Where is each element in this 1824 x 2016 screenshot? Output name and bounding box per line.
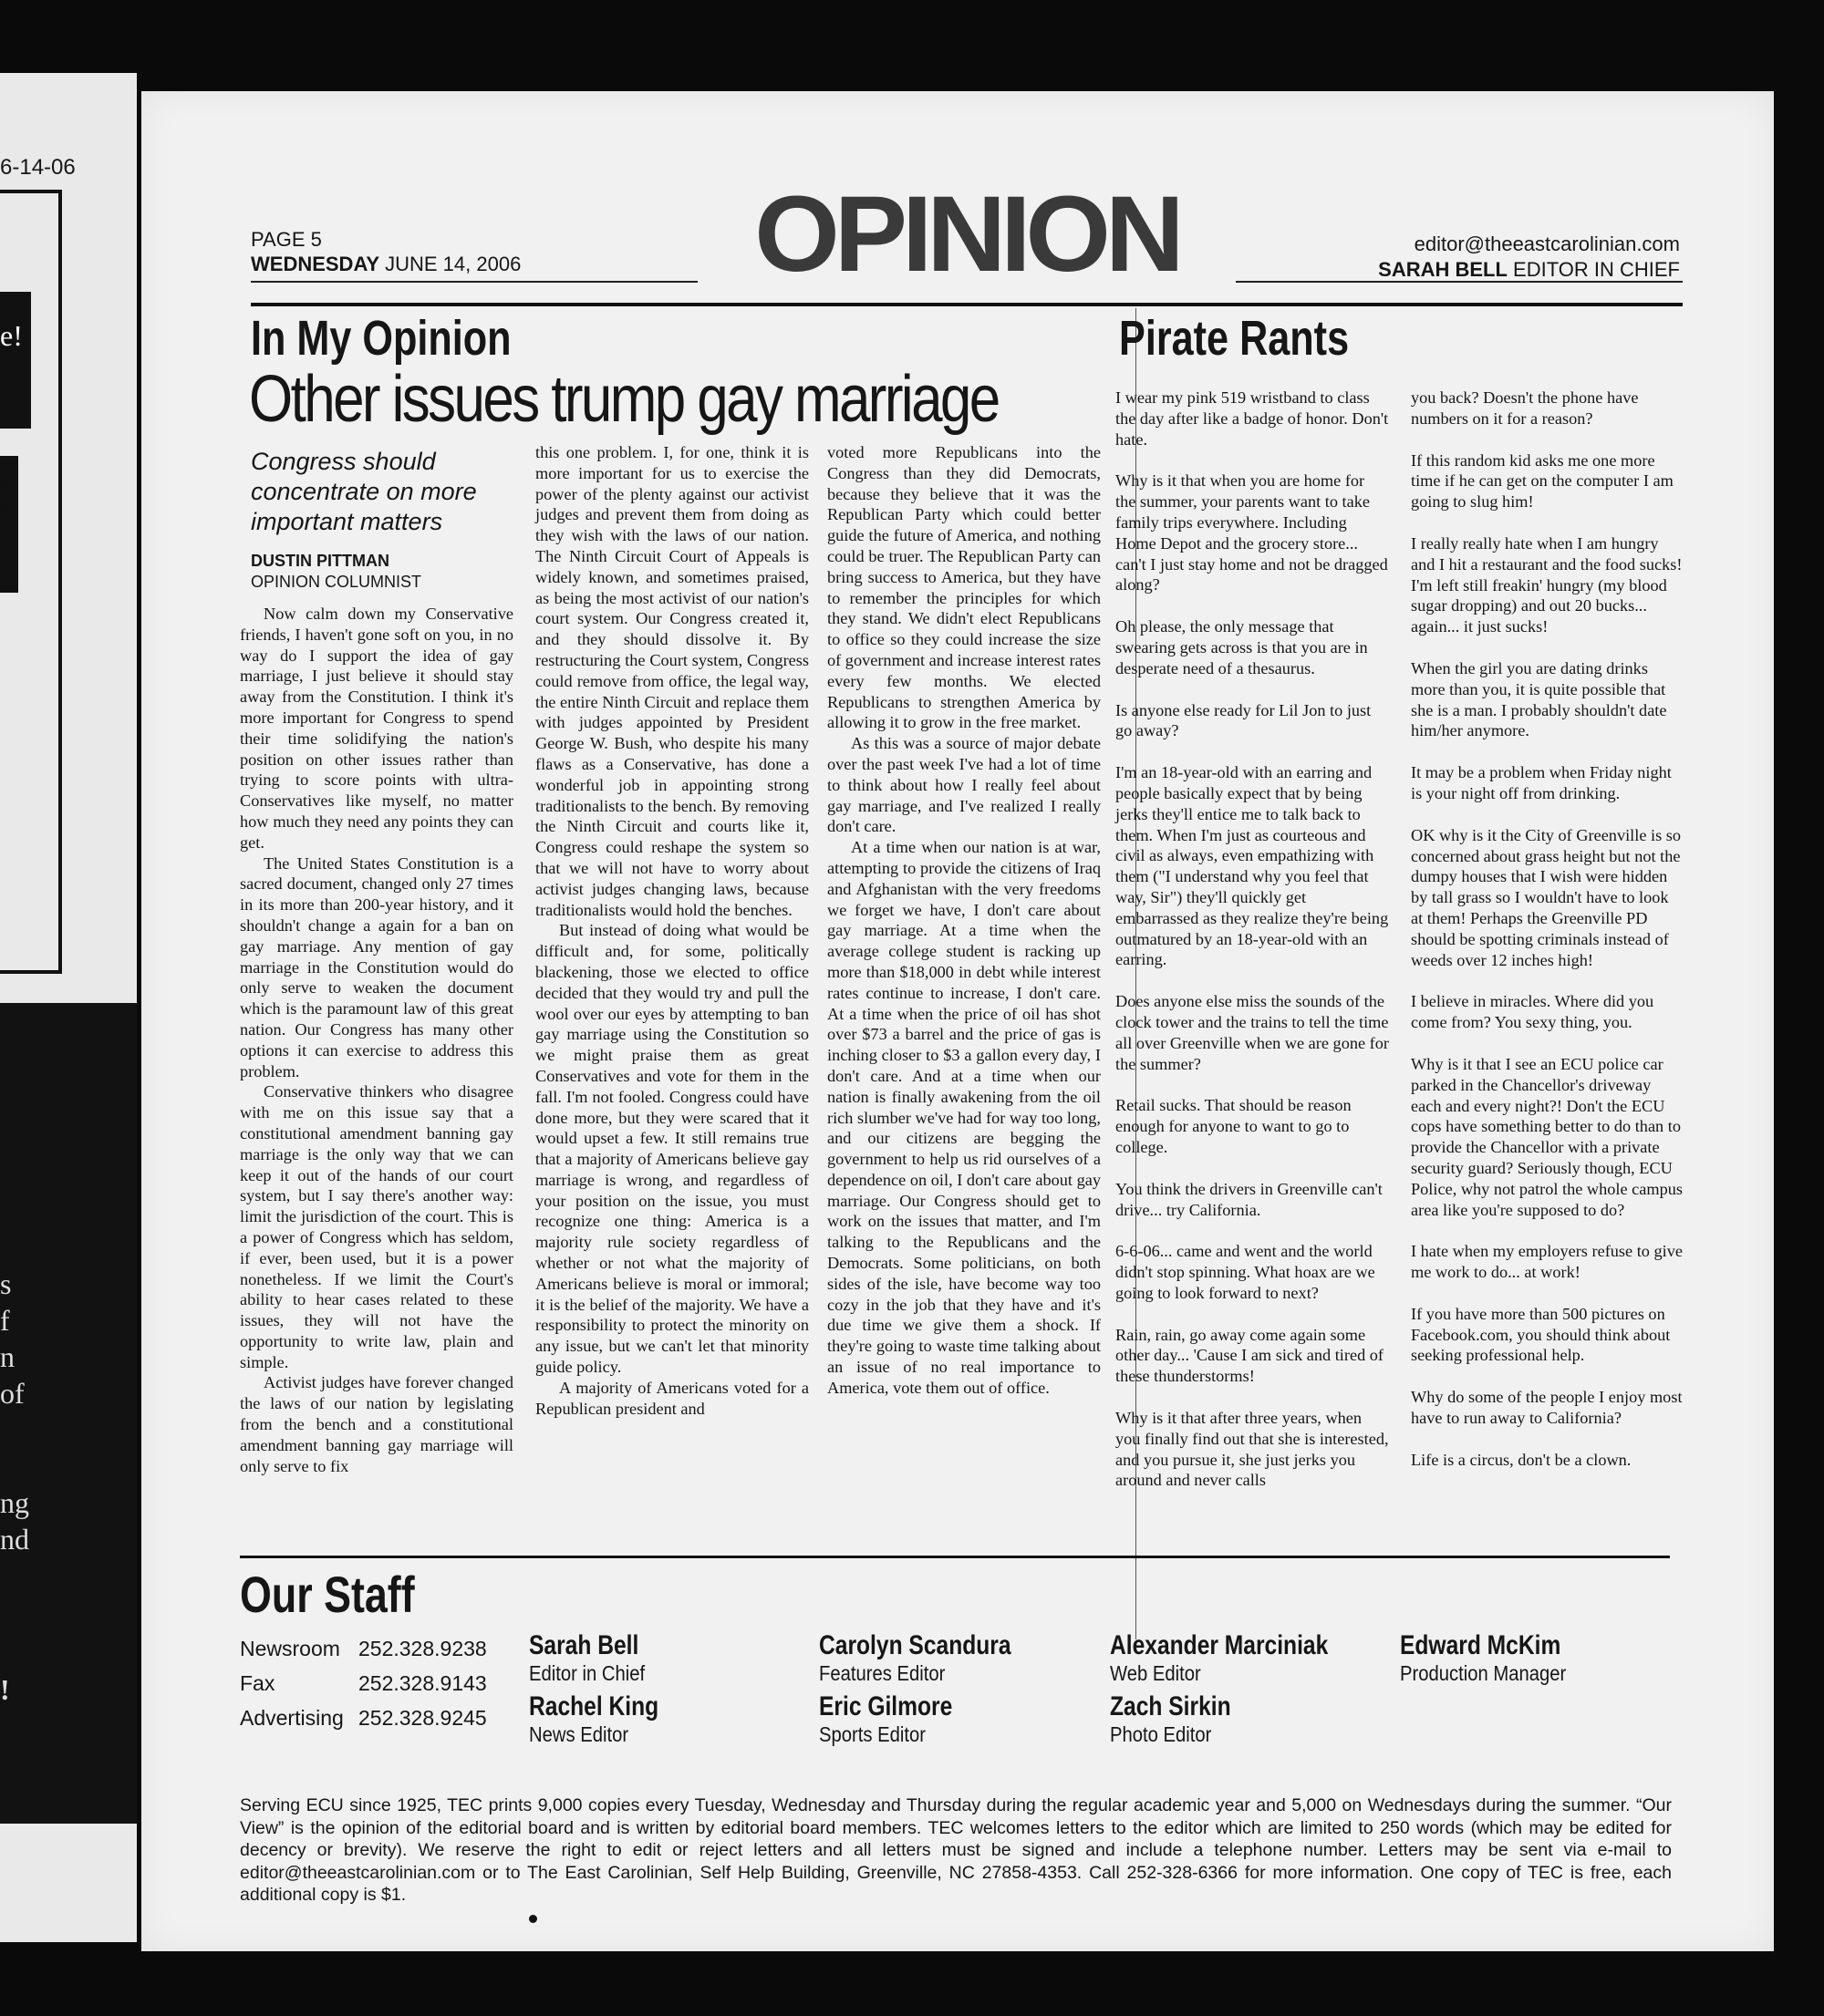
- staff-name: Sarah Bell: [529, 1630, 639, 1660]
- article-paragraph: At a time when our nation is at war, attempting to provide the citizens of Iraq and Afghanistan with the very freedoms we forget we have, I don't care about gay marriage. At a time when the average college student is racking up more than $18,000 in debt while interest rates continue to increase, I don't care. At a time when the price of oil has shot over $73 a barrel and the price of gas is inching closer to $3 a gallon every day, I don't care. And at a time when our nation is finally awakening from the oil rich slumber we've had for way too long, and our citizens are begging the government to help us rid ourselves of a dependence on oil, I don't care about gay marriage. Our Congress should get to work on the issues that matter, and I'm talking to the Republicans and the Democrats. Some politicians, on both sides of the isle, have become way too cozy in the job that they have and it's due time we give them a shock. If they're going to waste time talking about an issue of no real importance to America, vote them out of office.: [827, 838, 1101, 1397]
- staff-role: Photo Editor: [1110, 1722, 1212, 1746]
- rant-item: I believe in miracles. Where did you come from? You sexy thing, you.: [1411, 992, 1654, 1032]
- staff-name: Eric Gilmore: [819, 1691, 953, 1721]
- rants-column-2: [1411, 388, 1684, 1492]
- rant-item: Why is it that after three years, when you finally find out that she is interested, and you pursue it, she just jerks you around and never calls: [1115, 1409, 1389, 1490]
- editor-credit: [1378, 258, 1680, 282]
- rant-item: Life is a circus, don't be a clown.: [1411, 1450, 1632, 1469]
- staff-name: Carolyn Scandura: [819, 1630, 1011, 1660]
- article-headline: Other issues trump gay marriage: [249, 363, 999, 436]
- rant-item: Why is it that I see an ECU police car parked in the Chancellor's driveway each and every night?! Don't the ECU cops have something better to do than to provide the Chancellor with a private security guard? Seriously though, ECU Police, why not patrol the whole campus area like you're supposed to do?: [1411, 1054, 1684, 1219]
- rants-title: Pirate Rants: [1119, 311, 1350, 366]
- article-paragraph: But instead of doing what would be difficult and, for some, politically blackening, those we elected to office decided that they would try and pull the wool over our eyes by attempting to ban gay marriage using the Constitution so we might praise them as great Conservatives and vote for them in the fall. I'm not fooled. Congress could have done more, but they were scared that it would upset a few. It still remains true that a majority of Americans believe gay marriage is wrong, and regardless of your position on the issue, you must recognize one thing: America is a majority rule society regardless of whether or not what the majority of Americans believe is moral or immoral; it is the belief of the majority. We have a responsibility to protect the minority on any issue, but we can't let that minority guide policy.: [535, 921, 809, 1377]
- rant-item: You think the drivers in Greenville can't drive... try California.: [1115, 1179, 1383, 1219]
- rant-item: Is anyone else ready for Lil Jon to just go away?: [1115, 700, 1372, 740]
- editor-title: EDITOR IN CHIEF: [1513, 258, 1680, 281]
- contact-label-advertising: Advertising: [240, 1706, 344, 1730]
- article-paragraph: voted more Republicans into the Congress than they did Democrats, because they believe that it was the Republican Party which could better guide the future of America, and nothing could be truer. The Republican Party can bring success to America, but they have to remember the principles for which they stand. We didn't elect Republicans to office so they could increase the size of government and increase interest rates every few months. We elected Republicans to strengthen America by allowing it to grow in the free market.: [827, 443, 1101, 732]
- article-column-3: [827, 442, 1101, 1399]
- page-number: PAGE 5: [251, 228, 322, 251]
- staff-role: Sports Editor: [819, 1722, 926, 1746]
- rant-item: I wear my pink 519 wristband to class the day after like a badge of honor. Don't hate.: [1115, 388, 1389, 449]
- rant-item: Oh please, the only message that swearing gets across is that you are in desperate need of a thesaurus.: [1115, 617, 1368, 677]
- article-paragraph: As this was a source of major debate over the past week I've had a lot of time to think about how I really feel about gay marriage, and I've realized I really don't care.: [827, 734, 1101, 836]
- article-column-1: [240, 604, 513, 1476]
- rant-item: OK why is it the City of Greenville is so concerned about grass height but not the dumpy houses that I wish were hidden by tall grass so I wouldn't have to look at them! Perhaps the Greenville PD should be spotting criminals instead of weeds over 12 inches high!: [1411, 825, 1682, 969]
- previous-page-fragment: !: [0, 1673, 10, 1706]
- previous-page-fragment: s: [0, 494, 9, 518]
- author-name: DUSTIN PITTMAN: [251, 552, 389, 570]
- rant-item: I'm an 18-year-old with an earring and people basically expect that by being jerks they'll entice me to talk back to them. When I'm just as courteous and civil as always, even empathizing with them ("I understand why you feel that way, Sir") they'll quickly get embarrassed as they realize they're being outmatured by an 18-year-old with an earring.: [1115, 763, 1389, 969]
- staff-role: News Editor: [529, 1722, 629, 1746]
- rant-item: Why is it that when you are home for the summer, your parents want to take family trips everywhere. Including Home Depot and the grocery store... can't I just stay home and not be dragged along?: [1115, 471, 1388, 594]
- staff-role: Features Editor: [819, 1661, 946, 1685]
- rant-item: Does anyone else miss the sounds of the clock tower and the trains to tell the time all over Greenville when we are gone for the summer?: [1115, 992, 1389, 1073]
- previous-page-edge: [0, 73, 137, 1942]
- contact-phone-fax: 252.328.9143: [358, 1671, 487, 1695]
- rant-item: Why do some of the people I enjoy most have to run away to California?: [1411, 1388, 1683, 1428]
- article-paragraph: Conservative thinkers who disagree with me on this issue say that a constitutional amendment banning gay marriage is the only way that we can keep it out of the hands of our court system, but I say there's another way: limit the jurisdiction of the court. This is a power of Congress which has seldom, if ever, been used, but it is a power nonetheless. If we limit the Court's ability to hear cases related to these issues, they will not have the opportunity to write law, plain and simple.: [240, 1082, 513, 1371]
- editor-email: editor@theeastcarolinian.com: [1414, 233, 1680, 255]
- contact-label-fax: Fax: [240, 1671, 275, 1695]
- previous-page-fragment: n: [0, 1340, 15, 1373]
- rant-item: I hate when my employers refuse to give me work to do... at work!: [1411, 1242, 1683, 1282]
- staff-name: Zach Sirkin: [1110, 1691, 1231, 1721]
- rants-column-1: [1115, 388, 1389, 1512]
- article-paragraph: Activist judges have forever changed the laws of our nation by legislating from the bench and a constitutional amendment banning gay marriage will only serve to fix: [240, 1373, 513, 1475]
- editor-name: SARAH BELL: [1378, 258, 1508, 281]
- previous-page-fragment: s: [0, 1267, 12, 1300]
- previous-page-black-box: [0, 1003, 137, 1824]
- dateline: [251, 253, 521, 276]
- rant-item: If this random kid asks me one more time if he can get on the computer I am going to slug him!: [1411, 450, 1674, 512]
- staff-name: Edward McKim: [1400, 1630, 1561, 1660]
- article-deck: Congress should concentrate on more important matters: [251, 448, 477, 535]
- staff-rule: [240, 1556, 1670, 1558]
- staff-role: Production Manager: [1400, 1661, 1567, 1685]
- masthead-rule-left: [251, 281, 698, 283]
- contact-phone-newsroom: 252.328.9238: [358, 1637, 487, 1660]
- contact-label-newsroom: Newsroom: [240, 1637, 340, 1660]
- mission-statement: Serving ECU since 1925, TEC prints 9,000 copies every Tuesday, Wednesday and Thursday during the regular academic year and 5,000 on Wednesdays during the summer. “Our View” is the opinion of the editorial board and is written by editorial board members. TEC welcomes letters to the editor which are limited to 250 words (which may be edited for decency or brevity). We reserve the right to edit or reject letters and all letters must be signed and include a telephone number. Letters may be sent via e-mail to editor@theeastcarolinian.com or to The East Carolinian, Self Help Building, Greenville, NC 27858-4353. Call 252-328-6366 for more information. One copy of TEC is free, each additional copy is $1.: [240, 1795, 1672, 1905]
- column-section-title: In My Opinion: [251, 311, 512, 366]
- rant-item: Rain, rain, go away come again some other day... 'Cause I am sick and tired of these thunderstorms!: [1115, 1325, 1384, 1386]
- staff-name: Alexander Marciniak: [1110, 1630, 1329, 1660]
- previous-page-fragment: ng: [0, 1486, 29, 1519]
- article-paragraph: Now calm down my Conservative friends, I haven't gone soft on you, in no way do I support the idea of gay marriage, I just believe it should stay away from the Constitution. I think it's more important for Congress to spend their time solidifying the nation's position on other issues rather than trying to score points with ultra-Conservatives like myself, no matter how much they need any points they can get.: [240, 605, 513, 852]
- previous-page-fragment: e!: [0, 319, 23, 352]
- article-paragraph: The United States Constitution is a sacred document, changed only 27 times in its more than 200-year history, and it shouldn't change a again for a ban on gay marriage. Any mention of gay marriage in the Constitution would do only serve to weaken the document which is the paramount law of this great nation. Our Congress has many other options it can exercise to address this problem.: [240, 853, 513, 1080]
- staff-role: Editor in Chief: [529, 1661, 646, 1685]
- previous-page-fragment: f: [0, 1304, 10, 1337]
- previous-page-fragment: nd: [0, 1523, 29, 1556]
- contact-phone-advertising: 252.328.9245: [358, 1706, 487, 1730]
- staff-role: Web Editor: [1110, 1661, 1201, 1685]
- article-paragraph: this one problem. I, for one, think it is more important for us to exercise the power of the plenty against our activist judges and prevent them from doing as they wish with the laws of our nation. The Ninth Circuit Court of Appeals is widely known, and sometimes praised, as being the most activist of our nation's court system. Our Congress created it, and they should dissolve it. By restructuring the Court system, Congress could remove from office, the legal way, the entire Ninth Circuit and replace them with judges appointed by President George W. Bush, who despite his many flaws as a Conservative, has done a wonderful job in appointing strong traditionalists to the bench. By removing the Ninth Circuit and courts like it, Congress could reshape the system so that we will not have to worry about activist judges changing laws, because traditionalists would hold the benches.: [535, 443, 809, 919]
- staff-name: Rachel King: [529, 1691, 659, 1721]
- previous-page-fragment: s: [0, 474, 9, 498]
- page-dot: [529, 1915, 537, 1923]
- newspaper-page: [141, 91, 1774, 1951]
- rant-item: Retail sucks. That should be reason enough for anyone to want to go to college.: [1115, 1096, 1352, 1156]
- rant-item: When the girl you are dating drinks more than you, it is quite possible that she is a man. I probably shouldn't date him/her anymore.: [1411, 658, 1667, 740]
- staff-title: Our Staff: [240, 1566, 415, 1623]
- dateline-date: JUNE 14, 2006: [385, 253, 522, 275]
- previous-page-black-box: [0, 292, 31, 429]
- rant-item: 6-6-06... came and went and the world didn't stop spinning. What hoax are we going to look forward to next?: [1115, 1242, 1375, 1302]
- rant-item: you back? Doesn't the phone have numbers on it for a reason?: [1411, 388, 1639, 428]
- author-role: OPINION COLUMNIST: [251, 573, 422, 591]
- section-banner: OPINION: [754, 174, 1179, 295]
- masthead-thick-rule: [251, 303, 1683, 306]
- article-paragraph: A majority of Americans voted for a Republican president and: [535, 1378, 809, 1418]
- previous-page-date: 6-14-06: [0, 155, 76, 180]
- rant-item: I really really hate when I am hungry and I hit a restaurant and the food sucks! I'm left still freakin' hungry (my blood sugar dropping) and out 20 bucks... again... it just sucks!: [1411, 533, 1683, 636]
- previous-page-fragment: of: [0, 1377, 25, 1410]
- rant-item: If you have more than 500 pictures on Facebook.com, you should think about seeking professional help.: [1411, 1304, 1671, 1365]
- dateline-day: WEDNESDAY: [251, 253, 379, 275]
- article-column-2: [535, 442, 809, 1419]
- rant-item: It may be a problem when Friday night is your night off from drinking.: [1411, 763, 1672, 802]
